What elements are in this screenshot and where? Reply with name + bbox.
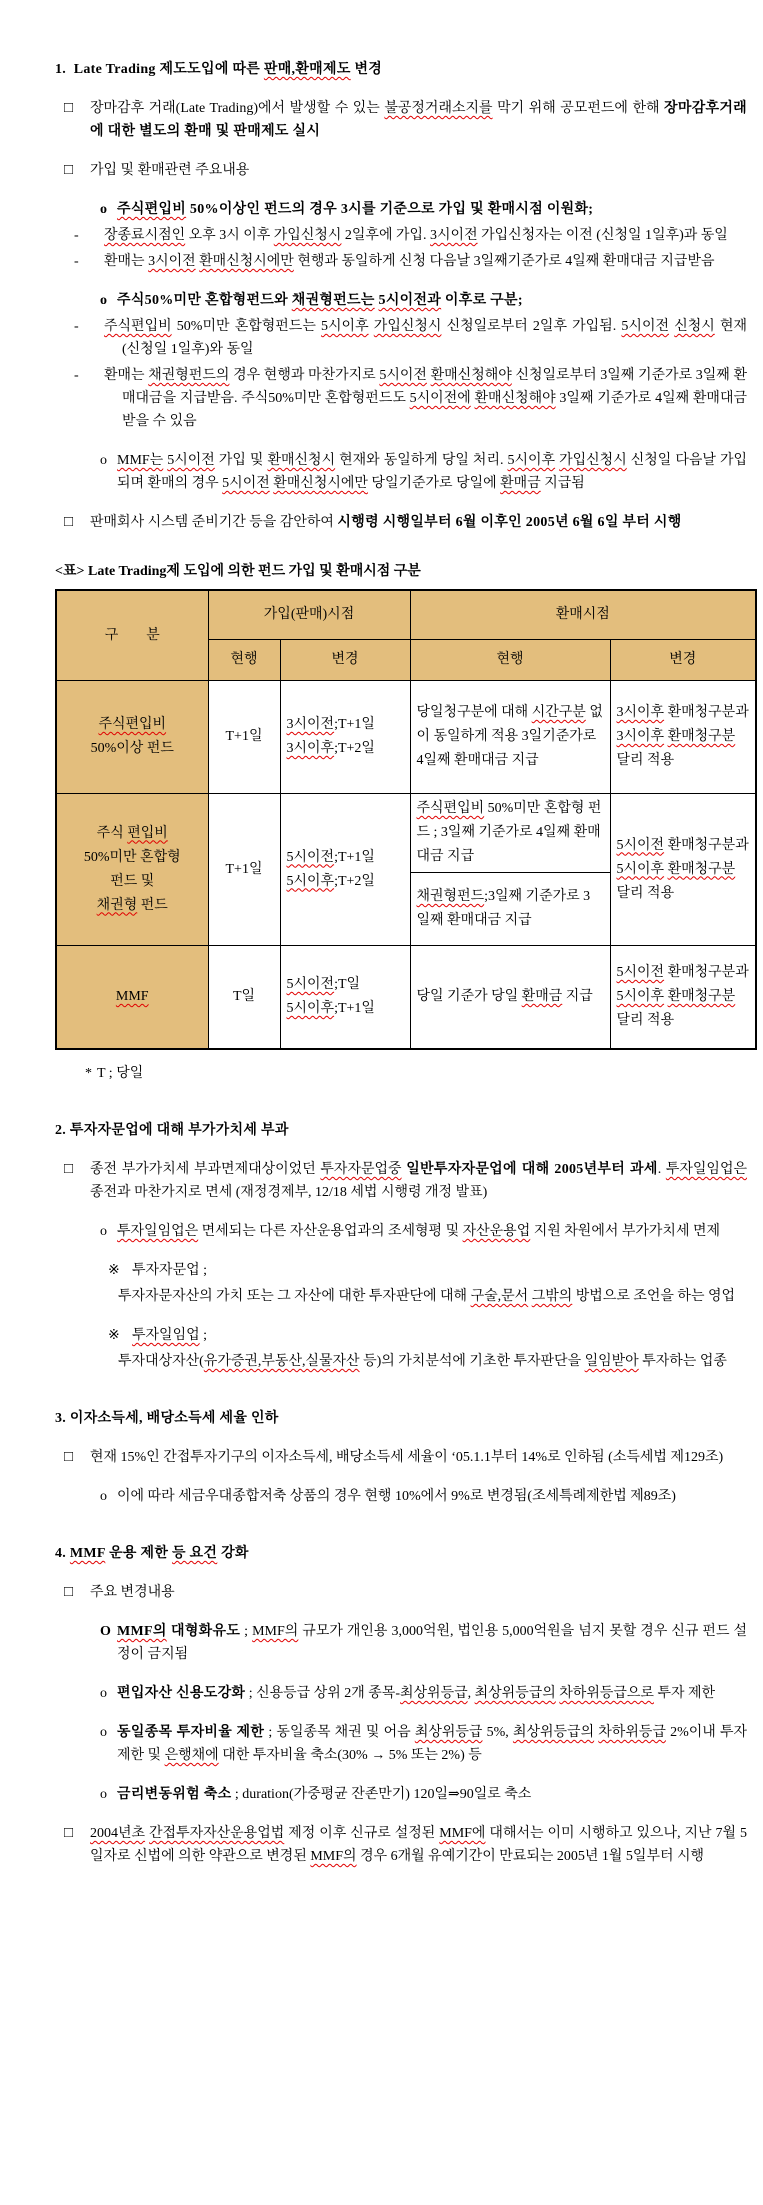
text: 장종료시점인 오후 3시 이후 가입신청시 2일후에 가입. 3시이전 가입신청자는 이전 (신청일 1일후)과 동일 bbox=[104, 228, 728, 243]
square-bullet: □ bbox=[64, 1161, 74, 1177]
text: 장마감후 거래(Late Trading)에서 발생할 수 있는 불공정거래소지를 막기 위해 공모펀드에 한해 장마감후거래에 대한 별도의 환매 및 판매제도 실시 bbox=[90, 101, 747, 139]
cell-redeem-current: 당일청구분에 대해 시간구분 없이 동일하게 적용 3일기준가로 4일째 환매대금 지급 bbox=[410, 681, 610, 794]
square-bullet: □ bbox=[64, 1584, 74, 1600]
circle-bullet: o bbox=[100, 1787, 107, 1802]
square-bullet: □ bbox=[64, 1449, 74, 1465]
text: MMF는 5시이전 가입 및 환매신청시 현재와 동일하게 당일 처리. 5시이후 가입신청시 신청일 다음날 가입되며 환매의 경우 5시이전 환매신청시에만 당일기준가로 당일에 환매금 지급됨 bbox=[117, 453, 748, 491]
text: 편입자산 신용도강화 ; 신용등급 상위 2개 종목-최상위등급, 최상위등급의 차하위등급으로 투자 제한 bbox=[117, 1686, 716, 1701]
cell-join-change: 5시이전;T일 5시이후;T+1일 bbox=[280, 946, 410, 1050]
fund-timing-table bbox=[55, 589, 757, 1050]
cell-redeem-change: 5시이전 환매청구분과 5시이후 환매청구분 달리 적용 bbox=[610, 946, 756, 1050]
square-bullet: □ bbox=[64, 100, 74, 116]
text: 투자자문자산의 가치 또는 그 자산에 대한 투자판단에 대해 구술,문서 그밖의 방법으로 조언을 하는 영업 bbox=[118, 1289, 736, 1304]
list-item bbox=[0, 159, 763, 182]
text: 주식50%미만 혼합형펀드와 채권형펀드는 5시이전과 이후로 구분; bbox=[117, 293, 523, 308]
table-caption bbox=[0, 560, 763, 583]
text: 2. 투자자문업에 대해 부가가치세 부과 bbox=[55, 1123, 289, 1138]
reference-mark: ※ bbox=[108, 1263, 120, 1278]
text: 현재 15%인 간접투자기구의 이자소득세, 배당소득세 세율이 ‘05.1.1부터 14%로 인하됨 (소득세법 제129조) bbox=[90, 1450, 724, 1465]
list-item: - 환매는 3시이전 환매신청시에만 현행과 동일하게 신청 다음날 3일째기준가로 4일째 환매대금 지급받음 bbox=[74, 254, 715, 269]
header-category: 구 분 bbox=[56, 590, 208, 681]
square-bullet: □ bbox=[64, 514, 74, 530]
circle-bullet: o bbox=[100, 453, 107, 468]
paragraph bbox=[0, 1285, 763, 1308]
cell-redeem-change: 5시이전 환매청구분과 5시이후 환매청구분 달리 적용 bbox=[610, 794, 756, 946]
cell-category: 주식 편입비 50%미만 혼합형 펀드 및 채권형 펀드 bbox=[56, 794, 208, 946]
section-heading-3 bbox=[0, 1407, 763, 1430]
text: 주식편입비 50%이상인 펀드의 경우 3시를 기준으로 가입 및 환매시점 이원화; bbox=[117, 202, 594, 217]
cell-join-current: T+1일 bbox=[208, 794, 280, 946]
text: 투자대상자산(유가증권,부동산,실물자산 등)의 가치분석에 기초한 투자판단을 일임받아 투자하는 업종 bbox=[118, 1354, 727, 1369]
list-item bbox=[0, 1324, 763, 1347]
list-item bbox=[0, 1822, 763, 1868]
section-heading-2 bbox=[0, 1119, 763, 1142]
cell-join-change: 5시이전;T+1일 5시이후;T+2일 bbox=[280, 794, 410, 946]
table-row-equity50plus bbox=[56, 681, 756, 794]
circle-bullet: O bbox=[100, 1624, 112, 1639]
list-item bbox=[0, 511, 763, 534]
text: 투자자문업 ; bbox=[132, 1263, 208, 1278]
list-item bbox=[0, 449, 763, 495]
text: 2004년초 간접투자자산운용업법 제정 이후 신규로 설정된 MMF에 대해서는 이미 시행하고 있으나, 지난 7월 5 일자로 신법에 의한 약관으로 변경된 MMF의 경우 6개월 유예기간이 만료되는 2005년 1월 5일부터 시행 bbox=[90, 1826, 747, 1864]
header-redeem-time: 환매시점 bbox=[410, 590, 756, 640]
text: <표> Late Trading제 도입에 의한 펀드 가입 및 환매시점 구분 bbox=[55, 564, 421, 579]
table-row-mmf bbox=[56, 946, 756, 1050]
text: 주요 변경내용 bbox=[90, 1585, 175, 1600]
reference-mark: ※ bbox=[108, 1328, 120, 1343]
header-redeem-current: 현행 bbox=[410, 640, 610, 681]
list-item bbox=[0, 1721, 763, 1767]
list-item bbox=[0, 1682, 763, 1705]
text: 1. Late Trading 제도도입에 따른 판매,환매제도 변경 bbox=[55, 62, 383, 77]
bullet: * bbox=[85, 1066, 92, 1081]
table-row-mixed-bond bbox=[56, 794, 756, 873]
text: 동일종목 투자비율 제한 ; 동일종목 채권 및 어음 최상위등급 5%, 최상위등급의 차하위등급 2%이내 투자제한 및 은행채에 대한 투자비율 축소(30% → 5% 또는 2%) 등 bbox=[117, 1725, 748, 1763]
square-bullet: □ bbox=[64, 1825, 74, 1841]
text: 투자일임업은 면세되는 다른 자산운용업과의 조세형평 및 자산운용업 지원 차원에서 부가가치세 면제 bbox=[117, 1224, 721, 1239]
list-item bbox=[0, 1259, 763, 1282]
list-item bbox=[0, 1581, 763, 1604]
header-join-change: 변경 bbox=[280, 640, 410, 681]
list-item: - 환매는 채권형펀드의 경우 현행과 마찬가지로 5시이전 환매신청해야 신청일로부터 3일째 기준가로 3일째 환매대금을 지급받음. 주식50%미만 혼합형펀드도 5시이전에 환매신청해야 3일째 기준가로 4일째 환매대금 받을 수 있음 bbox=[74, 368, 748, 429]
square-bullet: □ bbox=[64, 162, 74, 178]
circle-bullet: o bbox=[100, 1725, 107, 1740]
text: T ; 당일 bbox=[97, 1066, 144, 1081]
cell-redeem-current: 당일 기준가 당일 환매금 지급 bbox=[410, 946, 610, 1050]
list-item bbox=[0, 198, 763, 221]
list-item bbox=[0, 1620, 763, 1666]
text: 환매는 채권형펀드의 경우 현행과 마찬가지로 5시이전 환매신청해야 신청일로부터 3일째 기준가로 3일째 환매대금을 지급받음. 주식50%미만 혼합형펀드도 5시이전에 환매신청해야 3일째 기준가로 4일째 환매대금 받을 수 있음 bbox=[104, 368, 748, 429]
list-item bbox=[0, 97, 763, 143]
text: 이에 따라 세금우대종합저축 상품의 경우 현행 10%에서 9%로 변경됨(조세특례제한법 제89조) bbox=[117, 1489, 676, 1504]
cell-join-current: T일 bbox=[208, 946, 280, 1050]
text: 투자일임업 ; bbox=[132, 1328, 208, 1343]
section-heading-4 bbox=[0, 1542, 763, 1565]
table-footnote bbox=[0, 1062, 763, 1085]
cell-join-change: 3시이전;T+1일 3시이후;T+2일 bbox=[280, 681, 410, 794]
text: 가입 및 환매관련 주요내용 bbox=[90, 163, 250, 178]
section-heading-1 bbox=[0, 58, 763, 81]
paragraph bbox=[0, 1350, 763, 1373]
text: 판매회사 시스템 준비기간 등을 감안하여 시행령 시행일부터 6월 이후인 2005년 6월 6일 부터 시행 bbox=[90, 515, 682, 530]
list-item bbox=[0, 289, 763, 312]
cell-category: MMF bbox=[56, 946, 208, 1050]
text: 환매는 3시이전 환매신청시에만 현행과 동일하게 신청 다음날 3일째기준가로 4일째 환매대금 지급받음 bbox=[104, 254, 715, 269]
list-item bbox=[0, 1446, 763, 1469]
text: 3. 이자소득세, 배당소득세 세율 인하 bbox=[55, 1411, 279, 1426]
header-join-time: 가입(판매)시점 bbox=[208, 590, 410, 640]
list-item: - 주식편입비 50%미만 혼합형펀드는 5시이후 가입신청시 신청일로부터 2일후 가입됨. 5시이전 신청시 현재(신청일 1일후)와 동일 bbox=[74, 319, 747, 357]
list-item: - 장종료시점인 오후 3시 이후 가입신청시 2일후에 가입. 3시이전 가입신청자는 이전 (신청일 1일후)과 동일 bbox=[74, 228, 728, 243]
text: MMF의 대형화유도 ; MMF의 규모가 개인용 3,000억원, 법인용 5,000억원을 넘지 못할 경우 신규 펀드 설정이 금지됨 bbox=[117, 1624, 748, 1662]
table-header-row-groups bbox=[56, 590, 756, 640]
circle-bullet: o bbox=[100, 1686, 107, 1701]
document-section-1 bbox=[0, 58, 763, 583]
header-redeem-change: 변경 bbox=[610, 640, 756, 681]
cell-category: 주식편입비 50%이상 펀드 bbox=[56, 681, 208, 794]
header-join-current: 현행 bbox=[208, 640, 280, 681]
list-item bbox=[0, 1783, 763, 1806]
cell-redeem-change: 3시이후 환매청구분과 3시이후 환매청구분 달리 적용 bbox=[610, 681, 756, 794]
text: 주식편입비 50%미만 혼합형펀드는 5시이후 가입신청시 신청일로부터 2일후 가입됨. 5시이전 신청시 현재(신청일 1일후)와 동일 bbox=[104, 319, 747, 357]
cell-join-current: T+1일 bbox=[208, 681, 280, 794]
circle-bullet: o bbox=[100, 1224, 107, 1239]
list-item bbox=[0, 1158, 763, 1204]
cell-redeem-current-bond: 채권형펀드;3일째 기준가로 3일째 환매대금 지급 bbox=[410, 873, 610, 946]
text: 4. MMF 운용 제한 등 요건 강화 bbox=[55, 1546, 249, 1561]
circle-bullet: o bbox=[100, 293, 108, 308]
list-item bbox=[0, 1485, 763, 1508]
list-item bbox=[0, 1220, 763, 1243]
text: 종전 부가가치세 부과면제대상이었던 투자자문업중 일반투자자문업에 대해 2005년부터 과세. 투자일임업은 종전과 마찬가지로 면세 (재정경제부, 12/18 세법 시행령 개정 발표) bbox=[90, 1162, 748, 1200]
circle-bullet: o bbox=[100, 202, 108, 217]
cell-redeem-current-mixed: 주식편입비 50%미만 혼합형 펀드 ; 3일째 기준가로 4일째 환매대금 지급 bbox=[410, 794, 610, 873]
text: 금리변동위험 축소 ; duration(가중평균 잔존만기) 120일⇒90일로 축소 bbox=[117, 1787, 532, 1802]
circle-bullet: o bbox=[100, 1489, 107, 1504]
document-sections-2-4 bbox=[0, 1062, 763, 1868]
